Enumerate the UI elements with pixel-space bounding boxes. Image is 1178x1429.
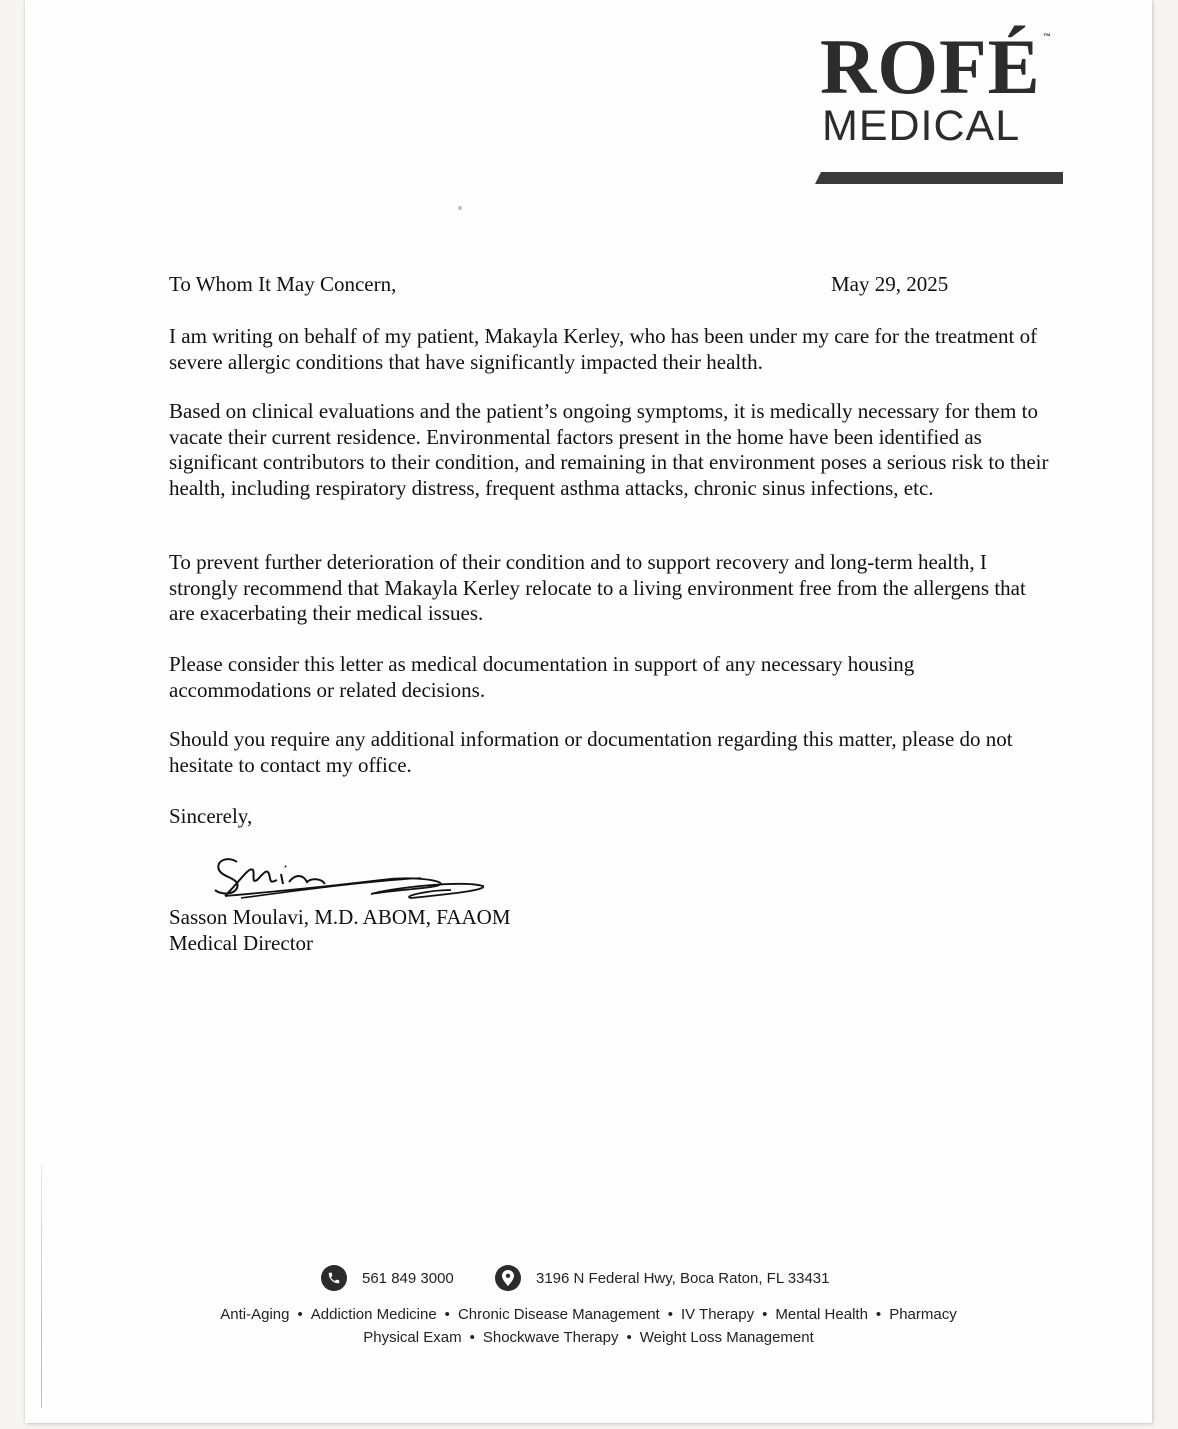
service-item: Chronic Disease Management <box>457 1306 660 1323</box>
location-pin-icon <box>495 1265 521 1291</box>
separator: • <box>626 1329 632 1346</box>
signer-name: Sasson Moulavi, M.D. ABOM, FAAOM <box>169 905 511 929</box>
paragraph: I am writing on behalf of my patient, Makayla Kerley, who has been under my care for the treatment of severe allergic conditions that have significantly impacted their health. <box>169 324 1038 374</box>
scan-edge-line <box>41 1165 42 1408</box>
service-item: Weight Loss Management <box>639 1329 814 1346</box>
separator: • <box>469 1329 475 1346</box>
logo-underline-bar <box>815 172 1063 184</box>
service-item: Shockwave Therapy <box>482 1329 619 1346</box>
closing: Sincerely, <box>169 804 253 828</box>
signer-title: Medical Director <box>169 931 314 955</box>
paragraph: Based on clinical evaluations and the patient’s ongoing symptoms, it is medically necessary for them to vacate their current residence. Environmental factors present in the home have been identified as significant contributors to their condition, and remaining in that environment poses a serious risk to their health, including respiratory distress, frequent asthma attacks, chronic sinus infections, etc. <box>169 399 1049 500</box>
logo-trademark: ™ <box>1043 32 1051 41</box>
footer-address <box>495 1265 830 1291</box>
separator: • <box>875 1306 882 1323</box>
separator: • <box>667 1306 673 1323</box>
phone-icon <box>321 1265 347 1291</box>
service-item: Physical Exam <box>363 1329 462 1346</box>
paragraph: Should you require any additional information or documentation regarding this matter, please do not hesitate to contact my office. <box>169 727 1013 777</box>
handwritten-signature <box>211 852 491 906</box>
service-item: Mental Health <box>775 1306 868 1323</box>
phone-number: 561 849 3000 <box>362 1269 454 1287</box>
footer-contact <box>25 1265 1152 1295</box>
service-item: Pharmacy <box>889 1306 957 1323</box>
paragraph: Please consider this letter as medical documentation in support of any necessary housing accommodations or related decisions. <box>169 652 915 702</box>
letter-page <box>25 0 1152 1423</box>
separator: • <box>762 1306 768 1323</box>
logo-subtitle: MEDICAL <box>822 102 1021 150</box>
services-line-2 <box>25 1329 1152 1346</box>
logo-wordmark: ROFÉ <box>820 23 1041 110</box>
separator: • <box>444 1306 450 1323</box>
letter-date: May 29, 2025 <box>831 272 949 296</box>
service-item: Addiction Medicine <box>310 1306 437 1323</box>
separator: • <box>297 1306 303 1323</box>
service-item: IV Therapy <box>680 1306 755 1323</box>
paragraph: To prevent further deterioration of their condition and to support recovery and long-term health, I strongly recommend that Makayla Kerley relocate to a living environment free from the allergens that are exacerbating their medical issues. <box>169 550 1026 625</box>
rofe-medical-logo <box>820 18 1070 188</box>
service-item: Anti-Aging <box>220 1306 290 1323</box>
address-text: 3196 N Federal Hwy, Boca Raton, FL 33431 <box>536 1269 830 1287</box>
footer-phone <box>321 1265 454 1291</box>
services-line-1 <box>25 1306 1152 1323</box>
scan-speck <box>458 206 462 210</box>
greeting: To Whom It May Concern, <box>169 272 397 296</box>
